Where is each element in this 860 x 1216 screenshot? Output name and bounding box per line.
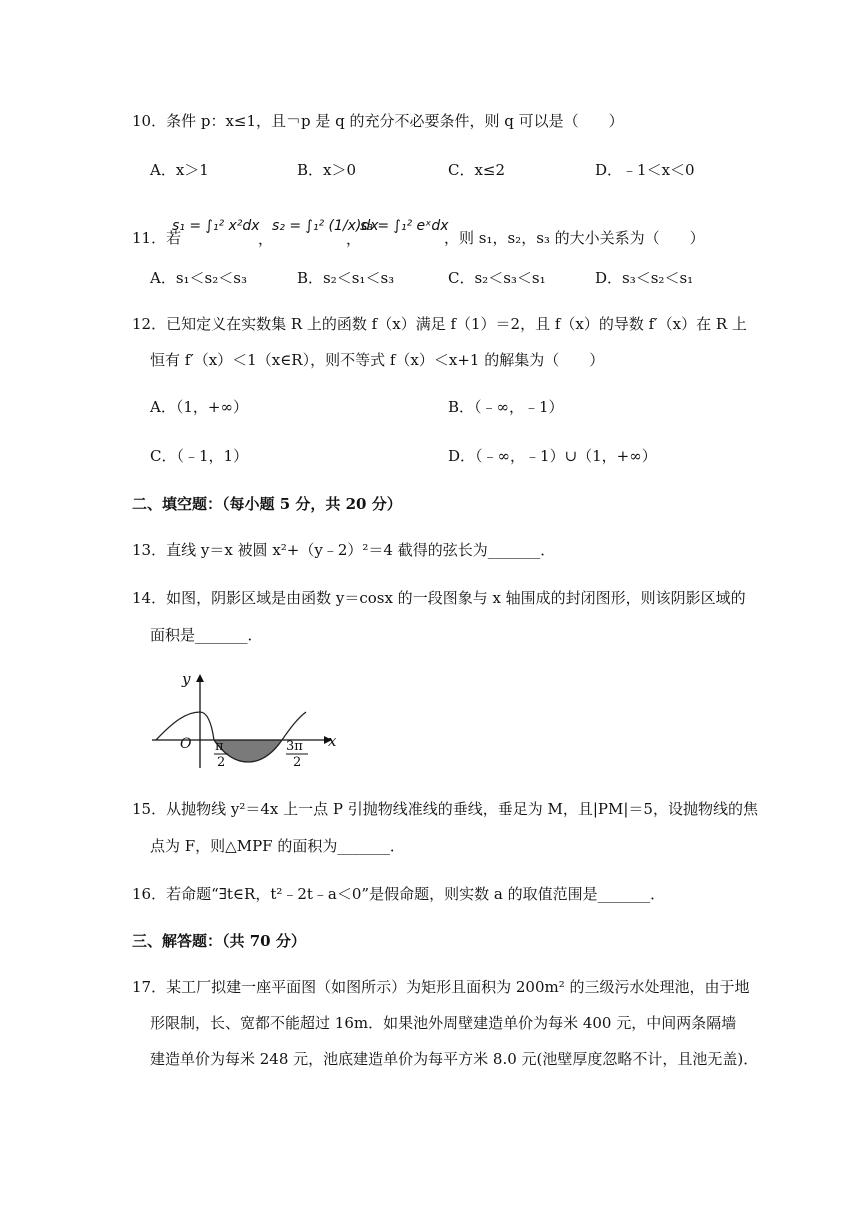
- tick-pi-numerator: π: [215, 739, 224, 754]
- question-11-suffix: ，则 s₁，s₂，s₃ 的大小关系为（ ）: [444, 229, 705, 247]
- integral-s1: s₁ = ∫₁² x²dx: [172, 218, 260, 234]
- q11-option-c: C．s₂＜s₃＜s₁: [448, 269, 546, 287]
- question-12-line-2: 恒有 f′（x）＜1（x∈R），则不等式 f（x）＜x+1 的解集为（ ）: [150, 351, 605, 369]
- integral-s2: s₂ = ∫₁² (1/x)dx: [272, 218, 379, 234]
- q11-option-a: A．s₁＜s₂＜s₃: [150, 269, 247, 287]
- question-14-line-2: 面积是_______．: [150, 626, 263, 644]
- q10-option-d: D．﹣1＜x＜0: [595, 161, 695, 179]
- cos-shaded-graph: [148, 662, 348, 774]
- question-17-line-2: 形限制，长、宽都不能超过 16m．如果池外周壁建造单价为每米 400 元，中间两条隔墙: [150, 1014, 737, 1032]
- question-16: 16．若命题“∃t∈R，t²﹣2t﹣a＜0”是假命题，则实数 a 的取值范围是_______．: [132, 885, 666, 903]
- y-axis-arrow: [196, 674, 204, 682]
- section-heading-answers: 三、解答题：（共 70 分）: [132, 932, 306, 950]
- question-15-line-1: 15．从抛物线 y²＝4x 上一点 P 引抛物线准线的垂线，垂足为 M，且|PM|＝5，设抛物线的焦: [132, 800, 758, 818]
- question-17-line-1: 17．某工厂拟建一座平面图（如图所示）为矩形且面积为 200m² 的三级污水处理池，由于地: [132, 978, 750, 996]
- origin-label: O: [180, 736, 192, 752]
- tick-3pi-numerator: 3π: [286, 739, 303, 754]
- q12-option-c: C．（﹣1，1）: [150, 447, 249, 465]
- q10-option-b: B．x＞0: [297, 161, 357, 179]
- tick-3pi-denominator: 2: [293, 755, 302, 770]
- q10-option-c: C．x≤2: [448, 161, 506, 179]
- q12-option-d: D．（﹣∞，﹣1）∪（1，+∞）: [448, 447, 657, 465]
- question-14-line-1: 14．如图，阴影区域是由函数 y＝cosx 的一段图象与 x 轴围成的封闭图形，则该阴影区域的: [132, 589, 746, 607]
- question-15-line-2: 点为 F，则△MPF 的面积为_______．: [150, 837, 405, 855]
- q11-comma-1: ，: [258, 230, 274, 248]
- section-heading-fill-in: 二、填空题：（每小题 5 分，共 20 分）: [132, 495, 402, 513]
- question-17-line-3: 建造单价为每米 248 元，池底建造单价为每平方米 8.0 元(池壁厚度忽略不计，且池无盖)．: [150, 1050, 759, 1068]
- tick-pi-denominator: 2: [217, 755, 226, 770]
- q11-comma-2: ，: [346, 230, 362, 248]
- q12-option-a: A．（1，+∞）: [150, 398, 248, 416]
- question-13: 13．直线 y＝x 被圆 x²+（y﹣2）²＝4 截得的弦长为_______．: [132, 541, 556, 559]
- y-axis-label: y: [182, 670, 191, 688]
- q11-option-d: D．s₃＜s₂＜s₁: [595, 269, 694, 287]
- q11-option-b: B．s₂＜s₁＜s₃: [297, 269, 395, 287]
- q12-option-b: B．（﹣∞，﹣1）: [448, 398, 564, 416]
- question-11-prefix: 11．若: [132, 229, 182, 247]
- question-12-line-1: 12．已知定义在实数集 R 上的函数 f（x）满足 f（1）＝2，且 f（x）的导数 f′（x）在 R 上: [132, 315, 747, 333]
- question-10: 10．条件 p：x≤1，且￢p 是 q 的充分不必要条件，则 q 可以是（ ）: [132, 112, 624, 130]
- x-axis-label: x: [328, 732, 337, 750]
- integral-s3: s₃ = ∫₁² eˣdx: [360, 218, 449, 234]
- q10-option-a: A．x＞1: [150, 161, 209, 179]
